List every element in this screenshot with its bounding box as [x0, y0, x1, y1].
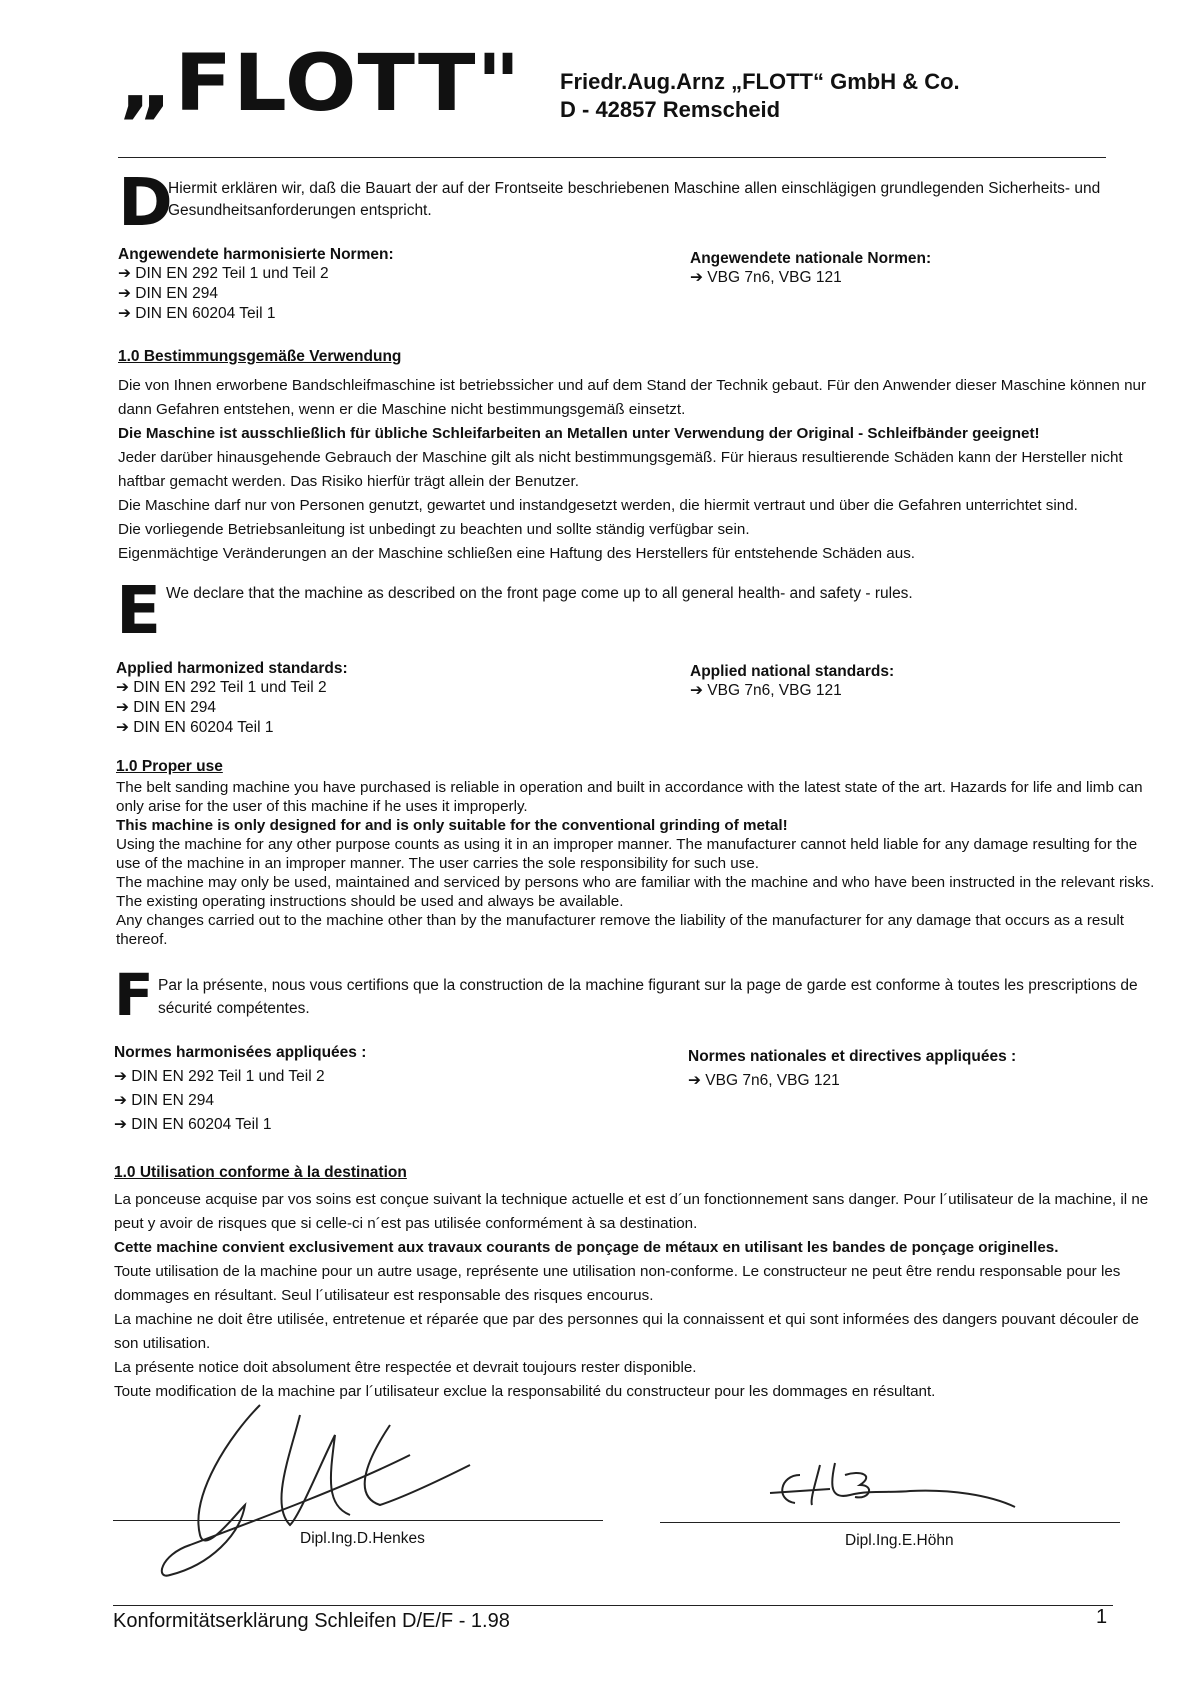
- german-body: [118, 374, 1148, 566]
- paragraph: Eigenmächtige Veränderungen an der Maschine schließen eine Haftung des Herstellers für entstehende Schäden aus.: [118, 545, 916, 562]
- list-item: ➔ VBG 7n6, VBG 121: [690, 269, 842, 286]
- french-body: [114, 1188, 1164, 1404]
- footer-rule: [113, 1605, 1113, 1606]
- german-harmonized: [118, 246, 394, 324]
- german-harmonized-heading: Angewendete harmonisierte Normen:: [118, 246, 394, 263]
- list-item: ➔ DIN EN 294: [118, 285, 218, 302]
- footer-title: Konformitätserklärung Schleifen D/E/F - 1.98: [113, 1610, 510, 1632]
- list-item: ➔ DIN EN 292 Teil 1 und Teil 2: [114, 1068, 325, 1085]
- signatory-left: Dipl.Ing.D.Henkes: [300, 1530, 425, 1547]
- paragraph: Toute modification de la machine par l´utilisateur exclue la responsabilité du constructeur pour les dommages en résultant.: [114, 1383, 936, 1400]
- french-section-title: 1.0 Utilisation conforme à la destination: [114, 1164, 407, 1181]
- english-national-heading: Applied national standards:: [690, 663, 895, 680]
- french-national: [688, 1048, 1016, 1093]
- paragraph: La machine ne doit être utilisée, entretenue et réparée que par des personnes qui la connaissent et qui sont informées des dangers pouvant découler de son utilisation.: [114, 1311, 1139, 1352]
- list-item: ➔ DIN EN 60204 Teil 1: [114, 1116, 272, 1133]
- paragraph: Toute utilisation de la machine pour un autre usage, représente une utilisation non-conforme. Le constructeur ne peut être rendu responsable pour les dommages en résultant. Seul l´utilisateur est responsable des risques encourus.: [114, 1263, 1121, 1304]
- paragraph: Any changes carried out to the machine other than by the manufacturer remove the liability of the manufacturer for any damage that occurs as a result thereof.: [116, 912, 1124, 948]
- english-section-title: 1.0 Proper use: [116, 758, 223, 775]
- english-intro: We declare that the machine as described on the front page come up to all general health- and safety - rules.: [166, 585, 913, 602]
- french-harmonized-heading: Normes harmonisées appliquées :: [114, 1044, 367, 1061]
- signature-hoehn-icon: [760, 1455, 1020, 1525]
- company-name: Friedr.Aug.Arnz „FLOTT“ GmbH & Co.: [560, 69, 960, 94]
- english-national: [690, 663, 894, 701]
- paragraph: The machine may only be used, maintained and serviced by persons who are familiar with the machine and who have been instructed in the relevant risks. The existing operating instructions should be used and always be available.: [116, 874, 1155, 910]
- english-harmonized-heading: Applied harmonized standards:: [116, 660, 348, 677]
- french-harmonized: [114, 1044, 366, 1137]
- company-logo: „FLOTT": [118, 39, 522, 129]
- signatory-right: Dipl.Ing.E.Höhn: [845, 1532, 954, 1549]
- paragraph: Die von Ihnen erworbene Bandschleifmaschine ist betriebssicher und auf dem Stand der Technik gebaut. Für den Anwender dieser Maschine können nur dann Gefahren entstehen, wenn er die Maschine nicht bestimmungsgemäß einsetzt.: [118, 377, 1147, 418]
- paragraph: Using the machine for any other purpose counts as using it in an improper manner. The manufacturer cannot held liable for any damage resulting for the use of the machine in an improper manner. The user carries the sole responsibility for such use.: [116, 836, 1138, 872]
- paragraph: The belt sanding machine you have purchased is reliable in operation and built in accordance with the latest state of the art. Hazards for life and limb can only arise for the user of this machine if he uses it improperly.: [116, 779, 1143, 815]
- german-section-title: 1.0 Bestimmungsgemäße Verwendung: [118, 348, 402, 365]
- list-item: ➔ DIN EN 292 Teil 1 und Teil 2: [116, 679, 327, 696]
- signature-line-right: [660, 1522, 1120, 1523]
- signature-henkes-icon: [150, 1395, 480, 1585]
- paragraph: Jeder darüber hinausgehende Gebrauch der Maschine gilt als nicht bestimmungsgemäß. Für hieraus resultierende Schäden kann der Hersteller nicht haftbar gemacht werden. Das Risiko hierfür trägt allein der Benutzer.: [118, 449, 1123, 490]
- paragraph: La présente notice doit absolument être respectée et devrait toujours rester disponible.: [114, 1359, 697, 1376]
- german-national: [690, 250, 931, 288]
- dropcap-e: E: [116, 572, 162, 649]
- list-item: ➔ DIN EN 292 Teil 1 und Teil 2: [118, 265, 329, 282]
- list-item: ➔ VBG 7n6, VBG 121: [688, 1072, 840, 1089]
- french-national-heading: Normes nationales et directives appliquées :: [688, 1048, 1017, 1065]
- list-item: ➔ DIN EN 294: [114, 1092, 214, 1109]
- dropcap-f: F: [114, 961, 154, 1029]
- german-intro: Hiermit erklären wir, daß die Bauart der auf der Frontseite beschriebenen Maschine allen einschlägigen grundlegenden Sicherheits- und Gesundheitsanforderungen entspricht.: [168, 180, 1101, 219]
- french-intro: Par la présente, nous vous certifions que la construction de la machine figurant sur la page de garde est conforme à toutes les prescriptions de sécurité compétentes.: [158, 977, 1138, 1017]
- paragraph-bold: Die Maschine ist ausschließlich für übliche Schleifarbeiten an Metallen unter Verwendung der Original - Schleifbänder geeignet!: [118, 425, 1040, 442]
- paragraph-bold: This machine is only designed for and is only suitable for the conventional grinding of metal!: [116, 817, 788, 834]
- dropcap-d: D: [118, 164, 173, 241]
- company-city: D - 42857 Remscheid: [560, 97, 781, 122]
- english-body: [116, 778, 1156, 949]
- english-harmonized: [116, 660, 348, 738]
- header-rule: [118, 157, 1106, 158]
- paragraph: La ponceuse acquise par vos soins est conçue suivant la technique actuelle et est d´un fonctionnement sans danger. Pour l´utilisateur de la machine, il ne peut y avoir de risques que si celle-ci n´est pas utilisée conformément à sa destination.: [114, 1191, 1149, 1232]
- list-item: ➔ VBG 7n6, VBG 121: [690, 682, 842, 699]
- signature-line-left: [113, 1520, 603, 1521]
- list-item: ➔ DIN EN 60204 Teil 1: [118, 305, 276, 322]
- list-item: ➔ DIN EN 294: [116, 699, 216, 716]
- company-address: [560, 68, 960, 124]
- page-number: 1: [1096, 1606, 1108, 1628]
- list-item: ➔ DIN EN 60204 Teil 1: [116, 719, 274, 736]
- paragraph: Die Maschine darf nur von Personen genutzt, gewartet und instandgesetzt werden, die hiermit vertraut und über die Gefahren unterrichtet sind.: [118, 497, 1078, 514]
- paragraph-bold: Cette machine convient exclusivement aux travaux courants de ponçage de métaux en utilisant les bandes de ponçage originelles.: [114, 1239, 1059, 1256]
- german-national-heading: Angewendete nationale Normen:: [690, 250, 932, 267]
- paragraph: Die vorliegende Betriebsanleitung ist unbedingt zu beachten und sollte ständig verfügbar sein.: [118, 521, 750, 538]
